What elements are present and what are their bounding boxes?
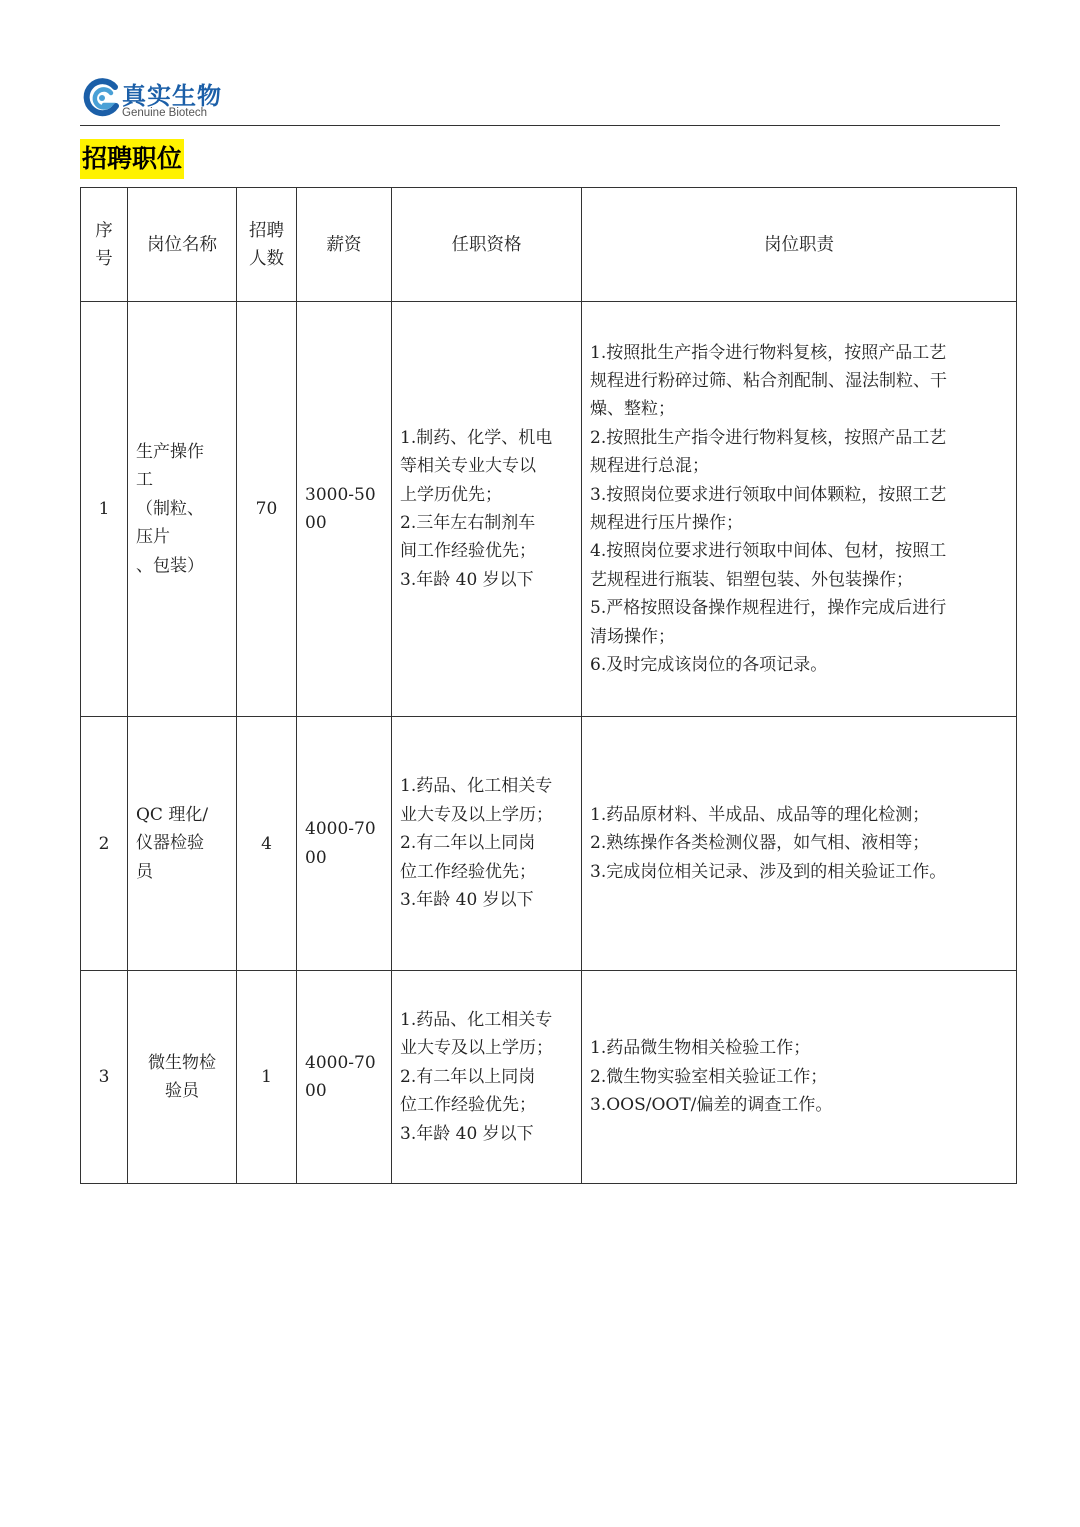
- row-count: 70: [237, 302, 297, 717]
- header-count: 招聘 人数: [237, 188, 297, 302]
- row-qualifications: 1.药品、化工相关专 业大专及以上学历； 2.有二年以上同岗 位工作经验优先； 3.年龄 40 岁以下: [392, 971, 582, 1184]
- genuine-biotech-logo-icon: [82, 78, 122, 118]
- row-index: 1: [81, 302, 128, 717]
- row-duties: 1.药品微生物相关检验工作； 2.微生物实验室相关验证工作； 3.OOS/OOT/偏差的调查工作。: [582, 971, 1017, 1184]
- table-row: [81, 717, 1017, 971]
- row-count: 4: [237, 717, 297, 971]
- row-salary: 4000-70 00: [297, 971, 392, 1184]
- header-index: 序 号: [81, 188, 128, 302]
- header-divider: [80, 125, 1000, 126]
- table-header-row: [81, 188, 1017, 302]
- row-duties: 1.按照批生产指令进行物料复核，按照产品工艺 规程进行粉碎过筛、粘合剂配制、湿法制粒、干 燥、整粒； 2.按照批生产指令进行物料复核，按照产品工艺 规程进行总混； 3.按照岗位要求进行领取中间体颗粒，按照工艺 规程进行压片操作； 4.按照岗位要求进行领取中间体、包材，按照工 艺规程进行瓶装、铝塑包装、外包装操作； 5.严格按照设备操作规程进行，操作完成后进行 清场操作； 6.及时完成该岗位的各项记录。: [582, 302, 1017, 717]
- row-qualifications: 1.制药、化学、机电 等相关专业大专以 上学历优先； 2.三年左右制剂车 间工作经验优先； 3.年龄 40 岁以下: [392, 302, 582, 717]
- row-duties: 1.药品原材料、半成品、成品等的理化检测； 2.熟练操作各类检测仪器，如气相、液相等； 3.完成岗位相关记录、涉及到的相关验证工作。: [582, 717, 1017, 971]
- brand-name-cn: 真实生物: [122, 82, 222, 110]
- row-position: 微生物检 验员: [128, 971, 237, 1184]
- row-index: 3: [81, 971, 128, 1184]
- row-position: 生产操作 工 （制粒、 压片 、包装）: [128, 302, 237, 717]
- page-header: [80, 74, 1000, 126]
- header-qualifications: 任职资格: [392, 188, 582, 302]
- job-positions-table: [80, 187, 1017, 1184]
- section-title: 招聘职位: [80, 139, 184, 179]
- table-row: [81, 971, 1017, 1184]
- table-row: [81, 302, 1017, 717]
- row-position: QC 理化/ 仪器检验 员: [128, 717, 237, 971]
- row-salary: 3000-50 00: [297, 302, 392, 717]
- row-index: 2: [81, 717, 128, 971]
- brand-name-en: Genuine Biotech: [122, 107, 208, 119]
- header-duties: 岗位职责: [582, 188, 1017, 302]
- row-qualifications: 1.药品、化工相关专 业大专及以上学历； 2.有二年以上同岗 位工作经验优先； 3.年龄 40 岁以下: [392, 717, 582, 971]
- row-salary: 4000-70 00: [297, 717, 392, 971]
- header-salary: 薪资: [297, 188, 392, 302]
- row-count: 1: [237, 971, 297, 1184]
- header-position: 岗位名称: [128, 188, 237, 302]
